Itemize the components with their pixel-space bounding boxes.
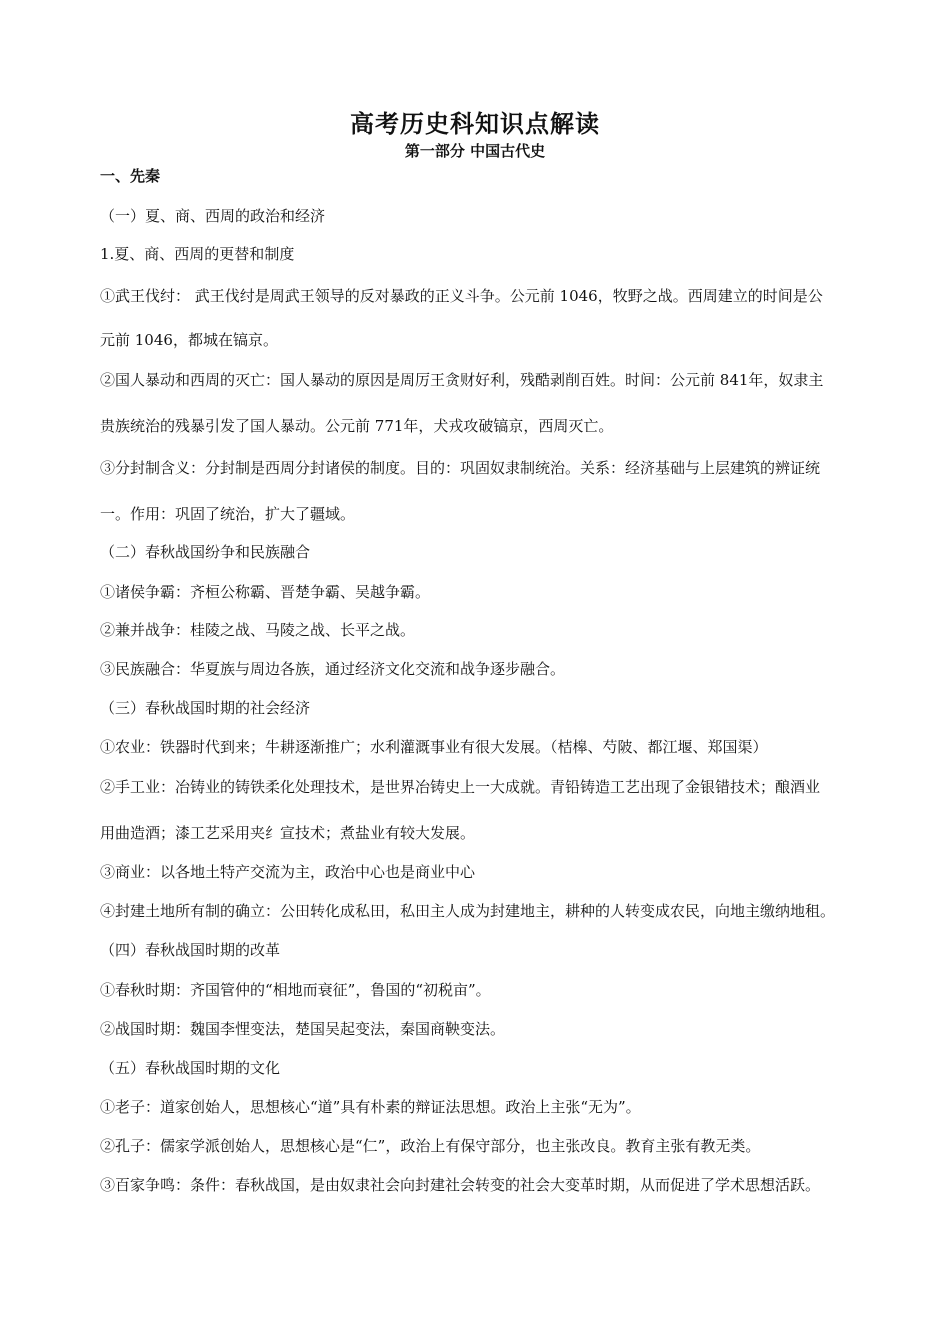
paragraph-line: 一。作用：巩固了统治，扩大了疆域。 xyxy=(100,505,356,523)
topic-heading: 1.夏、商、西周的更替和制度 xyxy=(100,245,295,263)
paragraph-line: 元前 1046，都城在镐京。 xyxy=(100,331,278,349)
paragraph-line: 贵族统治的残暴引发了国人暴动。公元前 771年，犬戎攻破镐京，西周灭亡。 xyxy=(100,417,614,435)
section-heading: 一、先秦 xyxy=(100,167,161,185)
paragraph-line: ②手工业：冶铸业的铸铁柔化处理技术，是世界冶铸史上一大成就。青铅铸造工艺出现了金银错技术；酿酒业 xyxy=(100,778,821,796)
paragraph-line: ①武王伐纣： 武王伐纣是周武王领导的反对暴政的正义斗争。公元前 1046，牧野之战。西周建立的时间是公 xyxy=(100,287,823,305)
paragraph-line: ①诸侯争霸：齐桓公称霸、晋楚争霸、吴越争霸。 xyxy=(100,583,431,601)
paragraph-line: ②孔子：儒家学派创始人，思想核心是“仁”，政治上有保守部分，也主张改良。教育主张有教无类。 xyxy=(100,1137,761,1155)
paragraph-line: ①农业：铁器时代到来；牛耕逐渐推广；水利灌溉事业有很大发展。（桔槔、芍陂、都江堰、郑国渠） xyxy=(100,738,768,756)
document-title: 高考历史科知识点解读 xyxy=(350,109,600,138)
paragraph-line: ③民族融合：华夏族与周边各族，通过经济文化交流和战争逐步融合。 xyxy=(100,660,566,678)
paragraph-line: ③分封制含义：分封制是西周分封诸侯的制度。目的：巩固奴隶制统治。关系：经济基础与上层建筑的辨证统 xyxy=(100,459,821,477)
subsection-heading: （四）春秋战国时期的改革 xyxy=(100,941,281,959)
paragraph-line: ①春秋时期：齐国管仲的“相地而衰征”，鲁国的“初税亩”。 xyxy=(100,981,491,999)
subsection-heading: （五）春秋战国时期的文化 xyxy=(100,1059,281,1077)
paragraph-line: ②战国时期：魏国李悝变法，楚国吴起变法，秦国商鞅变法。 xyxy=(100,1020,506,1038)
subsection-heading: （二）春秋战国纷争和民族融合 xyxy=(100,543,311,561)
paragraph-line: 用曲造酒；漆工艺采用夹纟宣技术；煮盐业有较大发展。 xyxy=(100,824,476,842)
paragraph-line: ③商业：以各地土特产交流为主，政治中心也是商业中心 xyxy=(100,863,476,881)
document-subtitle: 第一部分 中国古代史 xyxy=(404,142,546,160)
paragraph-line: ②国人暴动和西周的灭亡：国人暴动的原因是周厉王贪财好利，残酷剥削百姓。时间：公元前 841年，奴隶主 xyxy=(100,371,824,389)
paragraph-line: ③百家争鸣：条件：春秋战国，是由奴隶社会向封建社会转变的社会大变革时期，从而促进了学术思想活跃。 xyxy=(100,1176,821,1194)
subsection-heading: （三）春秋战国时期的社会经济 xyxy=(100,699,311,717)
paragraph-line: ④封建土地所有制的确立：公田转化成私田，私田主人成为封建地主，耕种的人转变成农民，向地主缴纳地租。 xyxy=(100,902,836,920)
paragraph-line: ①老子：道家创始人，思想核心“道”具有朴素的辩证法思想。政治上主张“无为”。 xyxy=(100,1098,641,1116)
paragraph-line: ②兼并战争：桂陵之战、马陵之战、长平之战。 xyxy=(100,621,416,639)
subsection-heading: （一）夏、商、西周的政治和经济 xyxy=(100,207,326,225)
